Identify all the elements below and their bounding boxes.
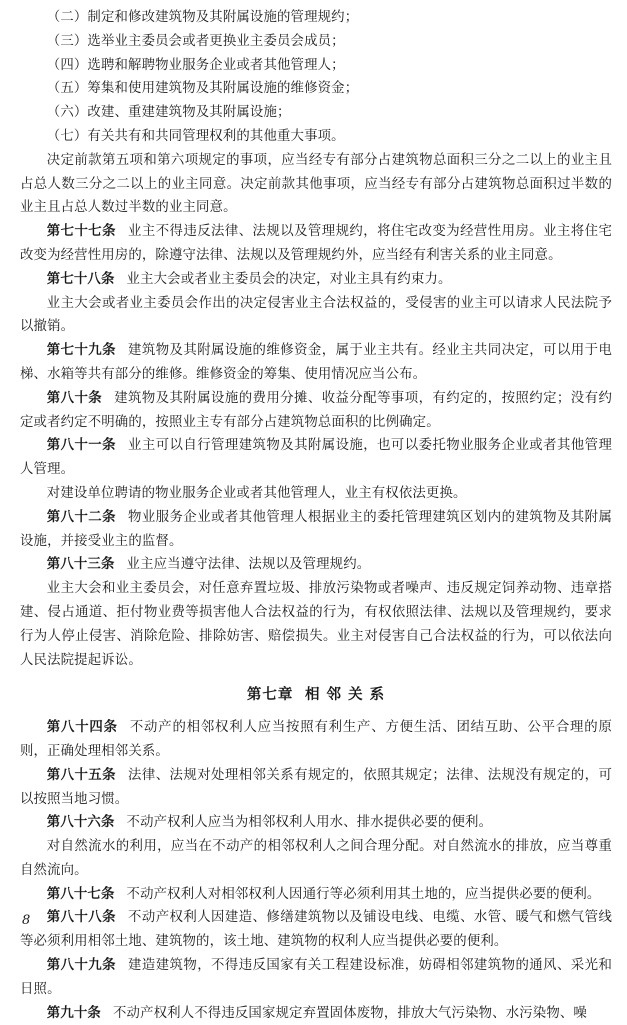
paragraph <box>20 149 612 220</box>
paragraph-text: 对建设单位聘请的物业服务企业或者其他管理人，业主有权依法更换。 <box>46 485 467 501</box>
paragraph-text: 业主可以自行管理建筑物及其附属设施，也可以委托物业服务企业或者其他管理人管理。 <box>20 438 613 478</box>
paragraph-text: 建筑物及其附属设施的费用分摊、收益分配等事项，有约定的，按照约定；没有约定或者约定不明确的，按照业主专有部分占建筑物总面积的比例确定。 <box>20 390 612 430</box>
chapter-title: 相 邻 关 系 <box>304 687 386 704</box>
paragraph-text: 业主大会或者业主委员会的决定，对业主具有约束力。 <box>126 271 452 287</box>
article-number: 第八十六条 <box>46 815 115 831</box>
article-list <box>20 716 612 1025</box>
article-number: 第八十二条 <box>46 509 116 525</box>
paragraph-text: 不动产的相邻权利人应当按照有利生产、方便生活、团结互助、公平合理的原则，正确处理相邻关系。 <box>20 720 613 759</box>
paragraph-text: 物业服务企业或者其他管理人根据业主的委托管理建筑区划内的建筑物及其附属设施，并接受业主的监督。 <box>20 509 613 549</box>
paragraph <box>20 268 612 292</box>
paragraph-text: 不动产权利人不得违反国家规定弃置固体废物，排放大气污染物、水污染物、噪 <box>113 1005 587 1021</box>
article-number: 第八十八条 <box>46 910 116 926</box>
paragraph-text: 不动产权利人对相邻权利人因通行等必须利用其土地的，应当提供必要的便利。 <box>126 886 601 902</box>
paragraph-text: 业主大会或者业主委员会作出的决定侵害业主合法权益的，受侵害的业主可以请求人民法院予以撤销。 <box>20 295 612 335</box>
list-item: （七）有关共有和共同管理权利的其他重大事项。 <box>46 128 345 144</box>
paragraph <box>20 339 612 387</box>
list-item: （三）选举业主委员会或者更换业主委员会成员； <box>46 33 345 49</box>
article-number: 第八十七条 <box>46 886 115 902</box>
article-number: 第八十九条 <box>46 958 116 974</box>
article-number: 第八十四条 <box>46 720 118 736</box>
paragraph-text: 法律、法规对处理相邻关系有规定的，依照其规定；法律、法规没有规定的，可以按照当地习惯。 <box>20 767 613 807</box>
page-number: 8 <box>22 913 31 928</box>
list-item: （六）改建、重建建筑物及其附属设施； <box>46 105 291 121</box>
paragraph <box>20 553 612 577</box>
paragraph-text: 业主不得违反法律、法规以及管理规约，将住宅改变为经营性用房。业主将住宅改变为经营性用房的，除遵守法律、法规以及管理规约外，应当经有利害关系的业主同意。 <box>20 224 613 263</box>
article-number: 第七十九条 <box>46 343 116 359</box>
chapter-heading <box>20 684 612 708</box>
paragraph <box>20 577 612 672</box>
paragraph <box>20 716 612 764</box>
paragraph-text: 业主大会和业主委员会，对任意弃置垃圾、排放污染物或者噪声、违反规定饲养动物、违章搭建、侵占通道、拒付物业费等损害他人合法权益的行为，有权依照法律、法规以及管理规约，要求行为人停止侵害、消除危险、排除妨害、赔偿损失。业主对侵害自己合法权益的行为，可以依法向人民法院提起诉讼。 <box>20 581 612 668</box>
paragraph <box>20 1002 612 1025</box>
paragraph-text: 业主应当遵守法律、法规以及管理规约。 <box>126 557 371 573</box>
article-number: 第七十七条 <box>46 224 116 240</box>
paragraph <box>20 387 612 435</box>
paragraph-text: 建筑物及其附属设施的维修资金，属于业主共有。经业主共同决定，可以用于电梯、水箱等共有部分的维修。维修资金的筹集、使用情况应当公布。 <box>20 343 613 382</box>
paragraph <box>20 220 612 268</box>
list-item: （四）选聘和解聘物业服务企业或者其他管理人； <box>46 57 345 73</box>
article-number: 第七十八条 <box>46 271 115 287</box>
paragraph-text: 不动产权利人因建造、修缮建筑物以及铺设电线、电缆、水管、暖气和燃气管线等必须利用相邻土地、建筑物的，该土地、建筑物的权利人应当提供必要的便利。 <box>20 910 613 950</box>
list-item: （二）制定和修改建筑物及其附属设施的管理规约； <box>46 10 359 25</box>
paragraph-text: 不动产权利人应当为相邻权利人用水、排水提供必要的便利。 <box>126 815 493 831</box>
paragraph <box>20 292 612 340</box>
paragraph <box>20 883 612 907</box>
paragraph-text: 建造建筑物，不得违反国家有关工程建设标准，妨碍相邻建筑物的通风、采光和日照。 <box>20 958 613 997</box>
page-body <box>20 6 612 1025</box>
article-number: 第八十五条 <box>46 767 116 783</box>
paragraph <box>20 434 612 482</box>
item-list <box>20 6 612 149</box>
paragraph-text: 对自然流水的利用，应当在不动产的相邻权利人之间合理分配。对自然流水的排放，应当尊重自然流向。 <box>20 839 612 878</box>
paragraph <box>20 506 612 554</box>
paragraph <box>20 906 612 954</box>
paragraph <box>20 482 612 506</box>
paragraph <box>20 811 612 835</box>
paragraph <box>20 764 612 812</box>
article-list <box>20 149 612 673</box>
paragraph <box>20 835 612 883</box>
article-number: 第八十三条 <box>46 557 115 573</box>
chapter-number: 第七章 <box>246 687 294 704</box>
list-item: （五）筹集和使用建筑物及其附属设施的维修资金； <box>46 81 359 97</box>
article-number: 第九十条 <box>46 1005 101 1021</box>
article-number: 第八十一条 <box>46 438 116 454</box>
article-number: 第八十条 <box>46 390 103 406</box>
paragraph-text: 决定前款第五项和第六项规定的事项，应当经专有部分占建筑物总面积三分之二以上的业主且占总人数三分之二以上的业主同意。决定前款其他事项，应当经专有部分占建筑物总面积过半数的业主且占总人数过半数的业主同意。 <box>20 152 612 216</box>
paragraph <box>20 954 612 1002</box>
